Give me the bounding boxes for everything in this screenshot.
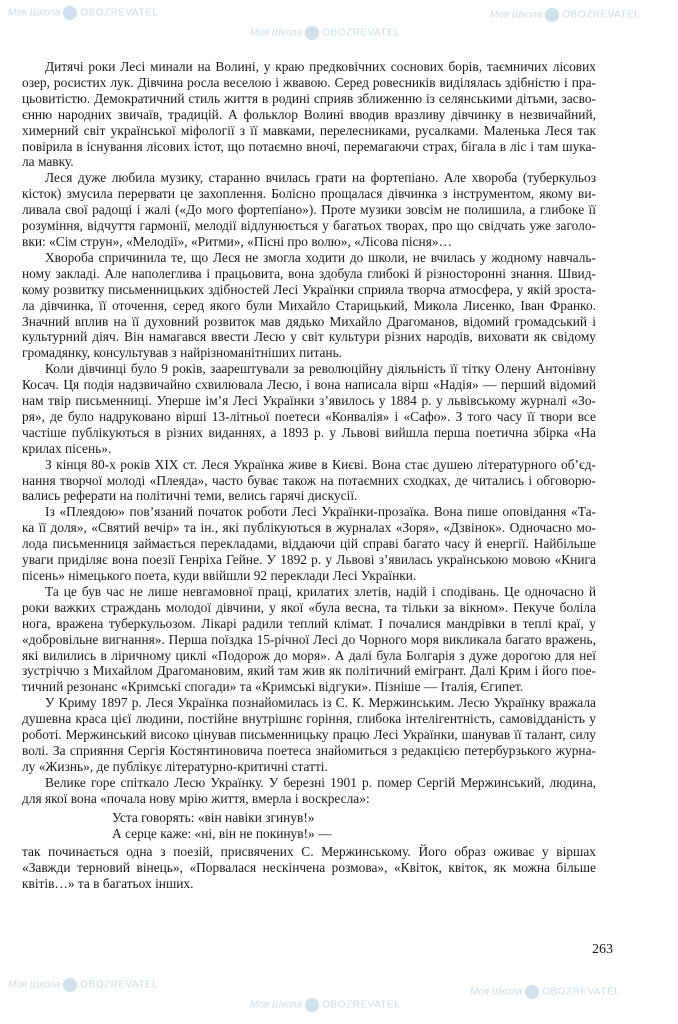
watermark-logo-icon [525, 985, 539, 999]
paragraph-line: химерний світ української міфології з її мавками, перелесниками, русалками. Маленька Леся так [22, 122, 596, 138]
watermark-brand: OBOZREVATEL [322, 27, 401, 39]
watermark-logo-icon [63, 6, 77, 20]
paragraph-line: ря», де було надруковано вірші 13-літньої поетеси «Конвалія» і «Сафо». З того часу її твори все [22, 408, 596, 424]
watermark-brand: OBOZREVATEL [322, 999, 401, 1011]
watermark-school: Моя Школа [8, 7, 61, 19]
verse-line: Уста говорять: «він навіки згинув!» [112, 809, 315, 825]
paragraph-line: культурний діяч. Він намагався ввести Лесю у світ культури різних народів, виховати як свідому [22, 329, 596, 345]
paragraph-line: роботі. Мержинський високо цінував письменницьку працю Лесі Українки, шанував її талант, силу [22, 727, 596, 743]
paragraph-line: ла дівчинка, її оточення, серед якого були Михайло Старицький, Микола Лисенко, Іван Франко. [22, 297, 596, 313]
watermark-brand: OBOZREVATEL [562, 9, 641, 21]
paragraph-line: ливала свої радощі і жалі («До мого фортепіано»). Проте музики зовсім не полишила, а глибоке її [22, 202, 596, 218]
watermark [490, 8, 640, 22]
paragraph-line: Та це був час не лише невгамовної праці, крилатих злетів, надій і сподівань. Це одночасно й [45, 583, 596, 599]
watermark [470, 985, 620, 999]
paragraph-line: озер, росистих лук. Дівчина росла веселою і жвавою. Серед ровесників виділялась здібністю і пра- [22, 74, 596, 90]
paragraph-line: які вилились в ліричному циклі «Подорож до моря». А далі була Болгарія з дуже дорогою для неї [22, 647, 596, 663]
paragraph-line: ка її доля», «Святий вечір» та ін., які публікуються в журналах «Зоря», «Дзвінок». Одночасно мо- [22, 520, 596, 536]
paragraph-line: єнню народних звичаїв, традицій. А фольклор Волині вводив вразливу дівчинку в незвичайний, [22, 106, 596, 122]
paragraph-line: лу «Жизнь», де публікує літературно-критичні статті. [22, 758, 328, 774]
paragraph-line: розуміння, відчуття гармонії, мелодії відлунюється у багатьох творах, про що свідчать уже заголо- [22, 218, 596, 234]
paragraph-line: тичний резонанс «Кримські спогади» та «Кримські відгуки». Пізніше — Італія, Єгипет. [22, 679, 524, 695]
paragraph-line: «Завжди терновий вінець», «Порвалася нескінчена розмова», «Квіток, квіток, як можна більше [22, 860, 596, 876]
paragraph-line: цьовитістю. Демократичний стиль життя в родині сприяв зближенню із селянськими дітьми, засво- [22, 90, 596, 106]
page-number: 263 [592, 942, 613, 957]
paragraph-line: Велике горе спіткало Лесю Українку. У березні 1901 р. помер Сергій Мержинський, людина, [45, 774, 596, 790]
paragraph-line: лода письменниця займається перекладами, віддаючи цій справі багато часу й енергії. Найбільше [22, 536, 596, 552]
paragraph-line: пісень» німецького поета, куди ввійшли 92 переклади Лесі Українки. [22, 568, 417, 583]
page-body [22, 59, 596, 892]
paragraph-line: ла мавку. [22, 154, 74, 170]
paragraph-line: так починається одна з поезій, присвячених С. Мержинському. Його образ оживає у віршах [22, 844, 596, 860]
paragraph-line: волі. За сприяння Сергія Костянтиновича поетеса знайомиться з редакцією петербурзького журна- [22, 742, 596, 758]
watermark-school: Моя Школа [490, 9, 543, 21]
watermark-school: Моя Школа [250, 27, 303, 39]
paragraph-line: нам твір письменниці. Уперше ім’я Лесі Українки з’явилось у 1884 р. у львівському журналі «Зо- [22, 393, 596, 409]
paragraph-line: Коли дівчинці було 9 років, заарештували за революційну діяльність її тітку Олену Антонівну [45, 361, 596, 377]
paragraph-line: Дитячі роки Лесі минали на Волині, у краю предковічних соснових борів, таємничих лісових [45, 59, 596, 74]
paragraph-line: Косач. Ця подія надзвичайно схвилювала Лесю, і вона написала вірш «Надія» — перший відомий [22, 377, 596, 393]
paragraph-line: уваги приділяє вона поезії Генріха Гейне. У 1892 р. у Львові з’явилась українською мовою «Книга [22, 552, 596, 568]
paragraph-line: душевна краса цієї людини, постійне внутрішнє горіння, глибока інтелігентність, самовідданість у [22, 711, 596, 727]
watermark-school: Моя Школа [8, 979, 61, 991]
paragraph-line: кісток) змусила перервати це захоплення. Болісно прощалася дівчинка з інструментом, якому ви- [22, 186, 596, 202]
paragraph-line: кому розвитку письменницьких здібностей Лесі Українки сприяла творча атмосфера, у якій зроста- [22, 281, 596, 297]
paragraph-line: ному закладі. Але наполеглива і працьовита, вона здобула глибокі й різносторонні знання. Швид- [22, 265, 596, 281]
watermark-logo-icon [63, 978, 77, 992]
paragraph-line: З кінця 80-х років XIX ст. Леся Українка живе в Києві. Вона стає душею літературного об’єд- [45, 456, 596, 472]
paragraph-line: вки: «Сім струн», «Мелодії», «Ритми», «Пісні про волю», «Лісова пісня»… [22, 233, 452, 249]
paragraph-line: Із «Плеядою» пов’язаний початок роботи Лесі Українки-прозаїка. Вона пише оповідання «Та- [45, 504, 596, 520]
watermark-logo-icon [545, 8, 559, 22]
paragraph-line: громадянку, консультував з найрізноманітніших питань. [22, 345, 343, 361]
verse-line: А серце каже: «ні, він не покинув!» — [112, 825, 332, 841]
paragraph-line: роки важких страждань молодої дівчини, у якої «була весна, та тільки за вікном». Пекуче боліла [22, 599, 596, 615]
paragraph-line: Значний вплив на її духовний розвиток мав дядько Михайло Драгоманов, відомий громадський і [22, 313, 596, 329]
paragraph-line: Хвороба спричинила те, що Леся не змогла ходити до школи, не вчилась у жодному навчаль- [45, 249, 596, 265]
paragraph-line: «добровільне вигнання». Перша поїздка 15-річної Лесі до Чорного моря викликала багато вражень, [22, 631, 596, 647]
paragraph-line: нання творчої молоді «Плеяда», часто буває також на потаємних сходках, де читались і обговорю- [22, 472, 596, 488]
watermark [250, 26, 400, 40]
watermark-logo-icon [305, 26, 319, 40]
paragraph-line: повірила в існування лісових істот, що потаємно вночі, перемагаючи страх, бігала в ліс і там шука- [22, 138, 596, 154]
watermark [8, 6, 158, 20]
watermark-school: Моя Школа [470, 986, 523, 998]
watermark-school: Моя Школа [250, 999, 303, 1011]
paragraph-line: нога, вражена туберкульозом. Лікарі радили теплий клімат. І почалися мандрівки в теплі краї, у [22, 615, 596, 631]
paragraph-line: квітів…» та в багатьох інших. [22, 876, 194, 892]
watermark-brand: OBOZREVATEL [80, 7, 159, 19]
paragraph-line: зустріччю з Михайлом Драгомановим, який там жив як політичний емігрант. Далі Крим і його пое- [22, 663, 596, 679]
watermark-brand: OBOZREVATEL [542, 986, 621, 998]
paragraph-line: для якої вона «почала нову мрію життя, вмерла і воскресла»: [22, 790, 370, 806]
paragraph-line: частіше публікуються в різних виданнях, а 1893 р. у Львові вийшла перша поетична збірка «На [22, 424, 596, 440]
paragraph-line: У Криму 1897 р. Леся Українка познайомилась із С. К. Мержинським. Лесю Українку вражала [45, 695, 596, 711]
watermark-brand: OBOZREVATEL [80, 979, 159, 991]
watermark [8, 978, 158, 992]
paragraph-line: крилах пісень». [22, 440, 112, 456]
watermark-logo-icon [305, 998, 319, 1012]
paragraph-line: вались реферати на політичні теми, велись гарячі дискусії. [22, 488, 358, 504]
watermark [250, 998, 400, 1012]
paragraph-line: Леся дуже любила музику, старанно вчилась грати на фортепіано. Але хвороба (туберкульоз [45, 170, 596, 186]
